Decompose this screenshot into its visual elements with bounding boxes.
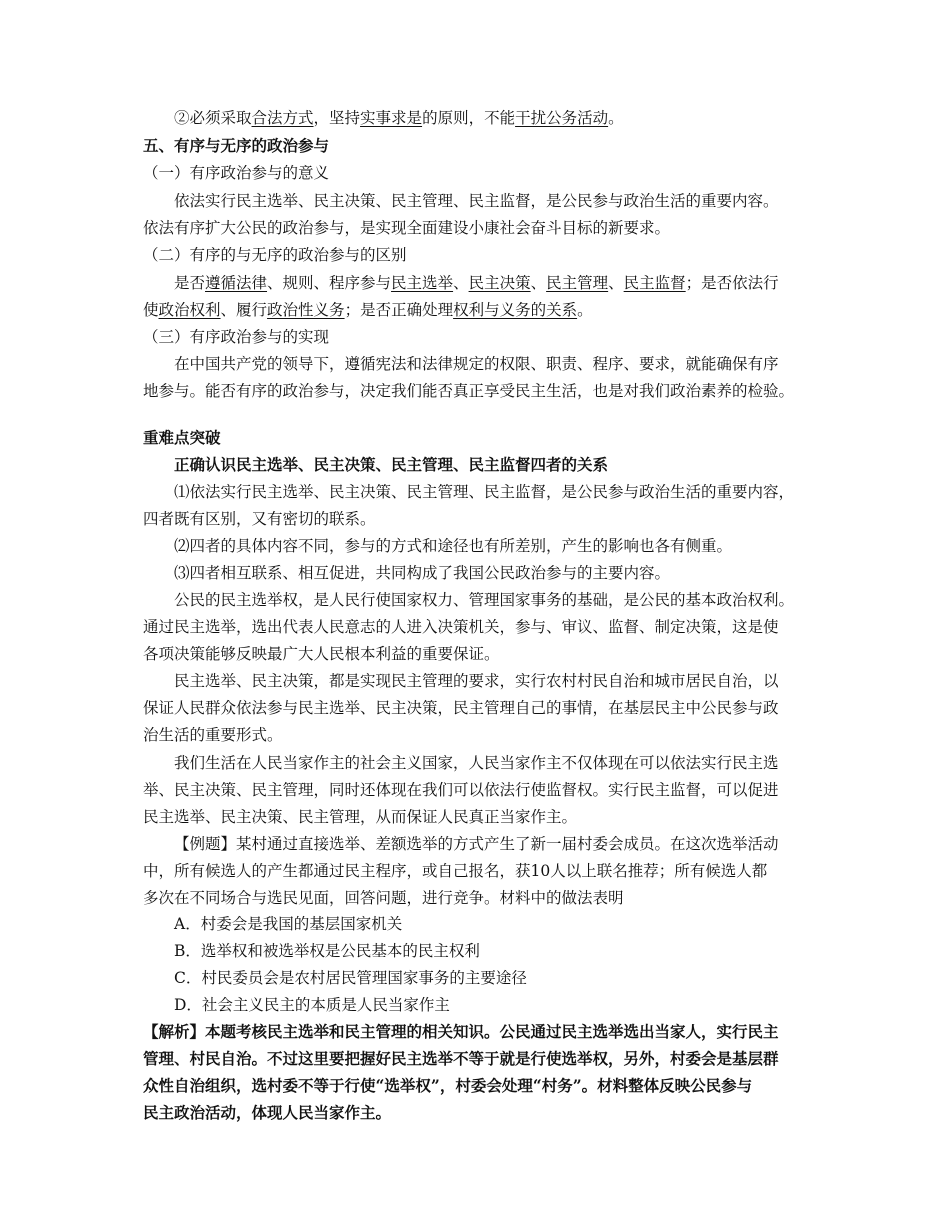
text-line: ⑴依法实行民主选举、民主决策、民主管理、民主监督，是公民参与政治生活的重要内容， — [174, 483, 795, 501]
text-line: ②必须采取合法方式，坚持实事求是的原则，不能干扰公务活动。 — [174, 109, 624, 127]
section-heading: 五、有序与无序的政治参与 — [143, 136, 330, 155]
text-line: 中，所有候选人的产生都通过民主程序，或自己报名，获10人以上联名推荐；所有候选人都 — [143, 862, 768, 880]
answer-option-d: D．社会主义民主的本质是人民当家作主 — [174, 996, 450, 1014]
text-line: 民主选举、民主决策，都是实现民主管理的要求，实行农村村民自治和城市居民自治，以 — [174, 672, 779, 690]
text-line: 依法实行民主选举、民主决策、民主管理、民主监督，是公民参与政治生活的重要内容。 — [174, 192, 779, 210]
example-question: 【例题】某村通过直接选举、差额选举的方式产生了新一届村委会成员。在这次选举活动 — [174, 835, 779, 853]
subsection-heading: （三）有序政治参与的实现 — [143, 328, 330, 346]
text-line: ⑵四者的具体内容不同，参与的方式和途径也有所差别，产生的影响也各有侧重。 — [174, 537, 733, 555]
text-line: 多次在不同场合与选民见面，回答问题，进行竞争。材料中的做法表明 — [143, 889, 624, 907]
answer-option-a: A．村委会是我国的基层国家机关 — [174, 915, 403, 933]
subsection-heading: （一）有序政治参与的意义 — [143, 164, 330, 182]
answer-option-b: B．选举权和被选举权是公民基本的民主权利 — [174, 942, 480, 960]
section-heading: 重难点突破 — [143, 428, 221, 447]
text-line: 依法有序扩大公民的政治参与，是实现全面建设小康社会奋斗目标的新要求。 — [143, 219, 671, 237]
text-line: 民主选举、民主决策、民主管理，从而保证人民真正当家作主。 — [143, 808, 578, 826]
text-line: 通过民主选举，选出代表人民意志的人进入决策机关，参与、审议、监督、制定决策，这是使 — [143, 618, 779, 636]
text-line: 在中国共产党的领导下，遵循宪法和法律规定的权限、职责、程序、要求，就能确保有序 — [174, 355, 779, 373]
topic-heading: 正确认识民主选举、民主决策、民主管理、民主监督四者的关系 — [174, 455, 609, 474]
text-line: 四者既有区别，又有密切的联系。 — [143, 510, 376, 528]
text-line: 保证人民群众依法参与民主选举、民主决策，民主管理自己的事情，在基层民主中公民参与政 — [143, 699, 779, 717]
text-line: 我们生活在人民当家作主的社会主义国家，人民当家作主不仅体现在可以依法实行民主选 — [174, 754, 779, 772]
text-line: 是否遵循法律、规则、程序参与民主选举、民主决策、民主管理、民主监督；是否依法行 — [174, 274, 779, 292]
analysis-text: 民主政治活动，体现人民当家作主。 — [143, 1103, 392, 1122]
text-line: 举、民主决策、民主管理，同时还体现在我们可以依法行使监督权。实行民主监督，可以促进 — [143, 781, 779, 799]
text-line: 地参与。能否有序的政治参与，决定我们能否真正享受民主生活，也是对我们政治素养的检验。 — [143, 382, 795, 400]
text-line: 公民的民主选举权，是人民行使国家权力、管理国家事务的基础，是公民的基本政治权利。 — [174, 591, 795, 609]
text-line: ⑶四者相互联系、相互促进，共同构成了我国公民政治参与的主要内容。 — [174, 564, 671, 582]
analysis-text: 管理、村民自治。不过这里要把握好民主选举不等于就是行使选举权，另外，村委会是基层群 — [143, 1049, 779, 1068]
analysis-text: 【解析】本题考核民主选举和民主管理的相关知识。公民通过民主选举选出当家人，实行民主 — [143, 1022, 779, 1041]
text-line: 使政治权利、履行政治性义务；是否正确处理权利与义务的关系。 — [143, 301, 593, 319]
subsection-heading: （二）有序的与无序的政治参与的区别 — [143, 246, 407, 264]
answer-option-c: C．村民委员会是农村居民管理国家事务的主要途径 — [174, 969, 527, 987]
text-line: 治生活的重要形式。 — [143, 726, 283, 744]
text-line: 各项决策能够反映最广大人民根本利益的重要保证。 — [143, 645, 500, 663]
analysis-text: 众性自治组织，选村委不等于行使“选举权”，村委会处理“村务”。材料整体反映公民参与 — [143, 1076, 753, 1095]
